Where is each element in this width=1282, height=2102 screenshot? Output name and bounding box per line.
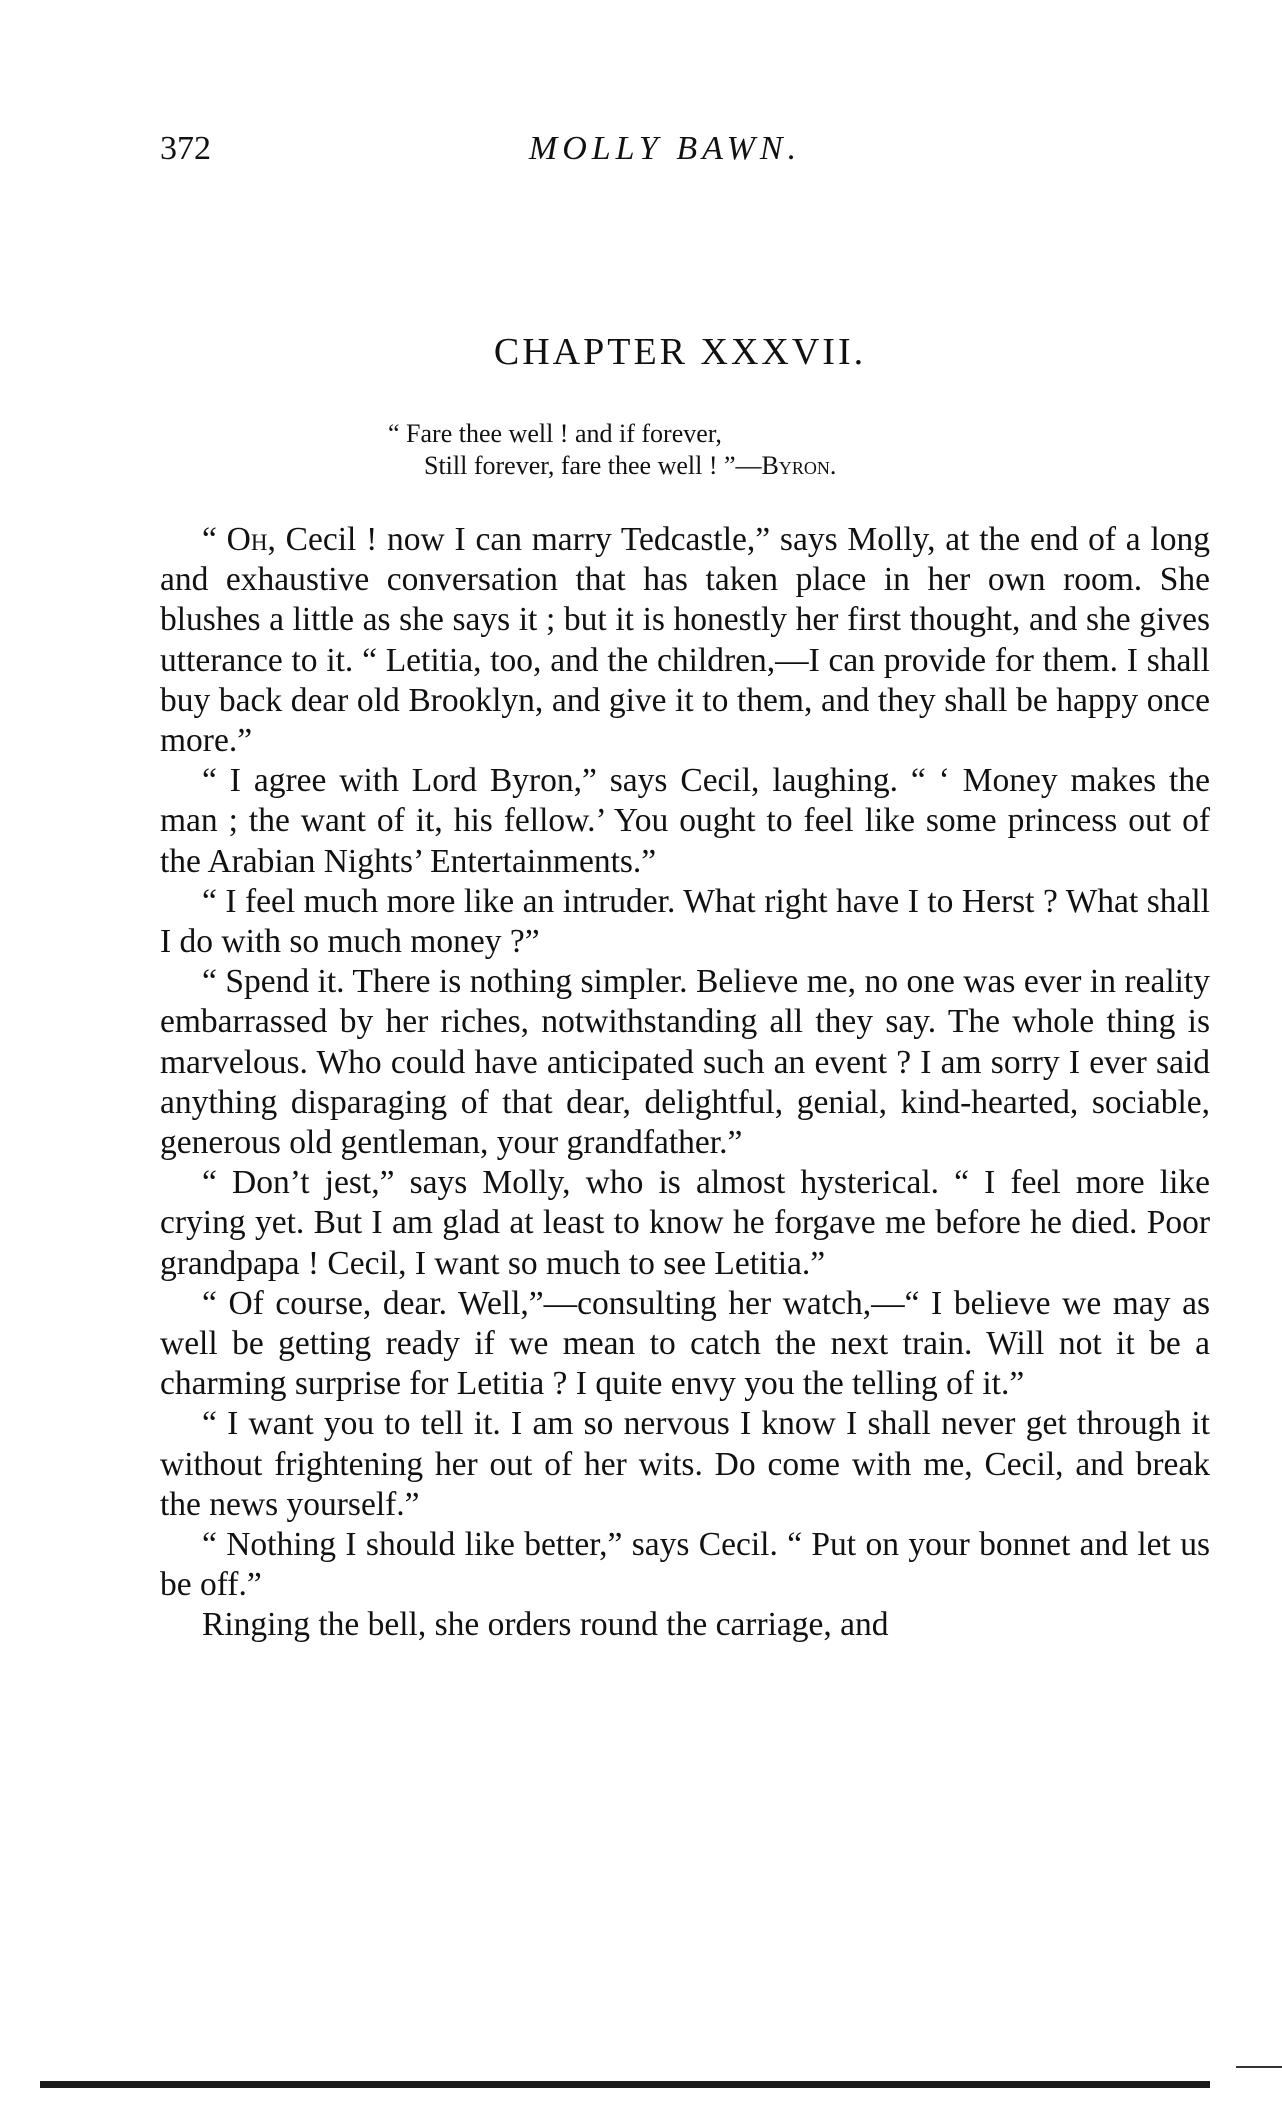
epigraph-attribution: Byron.	[761, 451, 837, 480]
running-head	[160, 130, 1200, 180]
paragraph-1-text: Cecil ! now I can marry Tedcastle,” says Molly, at the end of a long and exhaustive conversation that has taken place in her own room. She blushes a little as she says it ; but it is honestly her first thought, and she gives utterance to it. “ Letitia, too, and the children,—I can provide for them. I shall buy back dear old Brooklyn, and give it to them, and they shall be happy once more.”	[160, 521, 1211, 760]
epigraph	[388, 418, 836, 482]
paragraph-1	[160, 520, 1210, 761]
page-number: 372	[160, 130, 211, 167]
epigraph-line-2-text: Still forever, fare thee well ! ”—	[424, 451, 762, 480]
bottom-rule-right	[1236, 2066, 1282, 2068]
paragraph-9: Ringing the bell, she orders round the carriage, and	[202, 1606, 889, 1644]
opening-small-caps: “ Oh,	[202, 521, 276, 558]
paragraph-8: “ Nothing I should like better,” says Cecil. “ Put on your bonnet and let us be off.”	[160, 1526, 1210, 1604]
chapter-title: CHAPTER XXXVII.	[493, 331, 867, 373]
body-text	[160, 520, 1210, 1646]
paragraph-3: “ I feel much more like an intruder. What right have I to Herst ? What shall I do with so much money ?”	[160, 882, 1210, 961]
bottom-rule	[40, 2081, 1210, 2088]
paragraph-5: “ Don’t jest,” says Molly, who is almost hysterical. “ I feel more like crying yet. But I am glad at least to know he forgave me before he died. Poor grandpapa ! Cecil, I want so much to see Letitia.”	[160, 1164, 1210, 1282]
paragraph-4: “ Spend it. There is nothing simpler. Believe me, no one was ever in reality embarrassed by her riches, notwithstanding all they say. The whole thing is marvelous. Who could have anticipated such an event ? I am sorry I ever said anything disparaging of that dear, delightful, genial, kind-hearted, sociable, generous old gentleman, your grandfather.”	[160, 963, 1210, 1162]
paragraph-7: “ I want you to tell it. I am so nervous I know I shall never get through it without frightening her out of her wits. Do come with me, Cecil, and break the news yourself.”	[160, 1405, 1210, 1523]
paragraph-2: “ I agree with Lord Byron,” says Cecil, laughing. “ ‘ Money makes the man ; the want of it, his fellow.’ You ought to feel like some princess out of the Arabian Nights’ Entertainments.”	[160, 762, 1210, 880]
epigraph-line-2	[388, 450, 836, 482]
epigraph-line-1: “ Fare thee well ! and if forever,	[388, 419, 722, 448]
running-title: MOLLY BAWN.	[528, 130, 802, 167]
paragraph-6: “ Of course, dear. Well,”—consulting her watch,—“ I believe we may as well be getting ready if we mean to catch the next train. Will not it be a charming surprise for Letitia ? I quite envy you the telling of it.”	[160, 1284, 1210, 1403]
